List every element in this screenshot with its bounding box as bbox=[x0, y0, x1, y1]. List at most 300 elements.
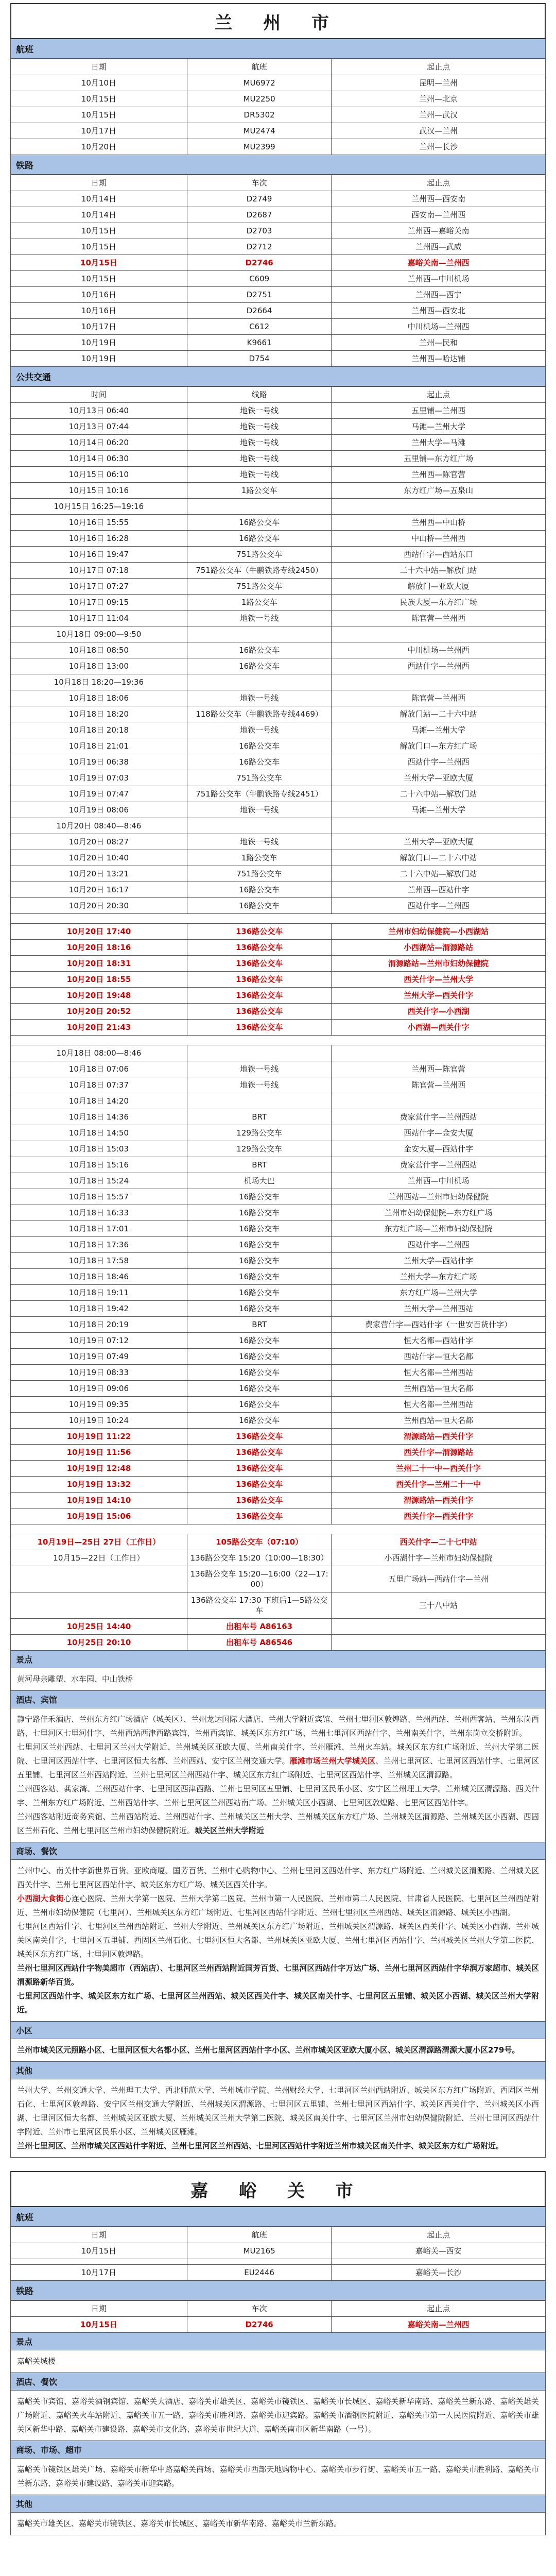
table-cell: 10月16日 15:55 bbox=[11, 515, 187, 531]
table-cell: 陈官营—兰州西 bbox=[332, 690, 546, 706]
table-cell: 兰州大学—马滩 bbox=[332, 435, 546, 451]
hotels-paragraph: 兰州西客站、龚家湾、兰州西站什字、七里河区西津西路、兰州七里河区五里铺、七里河区民乐小区、安宁区兰州理工大学。兰州城关区渭源路、西关什字、兰州东方红广场附近、兰州西站什字、兰州七里河区兰州西站南广场、兰州城关区小西湖、七里河区敦煌路、七里河区西站什字。 bbox=[17, 1784, 539, 1807]
table-row bbox=[11, 107, 546, 123]
table-row bbox=[11, 2243, 546, 2259]
flights-table-jyg bbox=[10, 2227, 546, 2281]
table-cell: D2687 bbox=[187, 207, 332, 223]
table-cell: 兰州大学—东方红广场 bbox=[332, 1269, 546, 1285]
table-row bbox=[11, 1381, 546, 1397]
table-row bbox=[11, 626, 546, 642]
section-head-transit: 公共交通 bbox=[10, 367, 546, 386]
section-head-rail-jyg: 铁路 bbox=[10, 2281, 546, 2300]
table-cell: D2712 bbox=[187, 239, 332, 255]
table-cell: 兰州大学—西关什字 bbox=[332, 988, 546, 1004]
table-cell: 10月15日 16:25—19:16 bbox=[11, 499, 187, 515]
col-header: 起止点 bbox=[332, 2227, 546, 2243]
table-row bbox=[11, 239, 546, 255]
table-cell: 10月19日 12:48 bbox=[11, 1461, 187, 1477]
table-row bbox=[11, 335, 546, 351]
table-cell: 五里铺—东方红广场 bbox=[332, 451, 546, 467]
table-cell: 10月19日 07:03 bbox=[11, 770, 187, 786]
table-cell: 10月15日 bbox=[11, 107, 187, 123]
table-cell: 16路公交车 bbox=[187, 1333, 332, 1349]
table-cell: 西站什字—兰州西 bbox=[332, 898, 546, 914]
table-cell: 10月25日 20:10 bbox=[11, 1635, 187, 1651]
places-paragraph: 七里河区西站什字、七里河区兰州西站附近、兰州大学附近、兰州城关区东方红广场附近、兰州城关区渭源路、城关区西关什字、城关区小西湖、兰州城关区南关什字、七里河区五里铺、西固区兰州石化、七里河区恒大名都、兰州城关区亚欧大厦、兰州七里河区西站什字、兰州城关区兰州大学第二医院、城关区东方红广场、七里河区敦煌路。 bbox=[17, 1922, 539, 1959]
table-cell: 五里广场站—西站什字—兰州 bbox=[332, 1566, 546, 1592]
table-cell: 兰州—北京 bbox=[332, 91, 546, 107]
table-cell: 嘉峪关—长沙 bbox=[332, 2265, 546, 2281]
table-cell: 马滩—兰州大学 bbox=[332, 802, 546, 818]
table-cell: 16路公交车 bbox=[187, 1397, 332, 1413]
table-row bbox=[11, 1109, 546, 1125]
table-row bbox=[11, 1269, 546, 1285]
table-cell: 民族大厦—东方红广场 bbox=[332, 595, 546, 611]
table-cell: 16路公交车 bbox=[187, 898, 332, 914]
table-cell: 兰州西—陈官营 bbox=[332, 1061, 546, 1077]
table-row bbox=[11, 1413, 546, 1429]
table-cell: C609 bbox=[187, 271, 332, 287]
col-header: 日期 bbox=[11, 175, 187, 191]
table-cell: 10月18日 14:36 bbox=[11, 1109, 187, 1125]
table-cell: 136路公交车 15:20—16:00（22—17:00） bbox=[187, 1566, 332, 1592]
table-cell: 渭源路站—西关什字 bbox=[332, 1493, 546, 1509]
table-cell: EU2446 bbox=[187, 2265, 332, 2281]
table-row bbox=[11, 802, 546, 818]
table-cell: 兰州大学—西站什字 bbox=[332, 1253, 546, 1269]
table-cell: 10月20日 bbox=[11, 139, 187, 155]
table-cell: 渭源路站—西关什字 bbox=[332, 1429, 546, 1445]
table-cell: 16路公交车 bbox=[187, 1253, 332, 1269]
table-cell: 10月18日 17:01 bbox=[11, 1221, 187, 1237]
table-row bbox=[11, 1397, 546, 1413]
table-cell: 解放门口—东方红广场 bbox=[332, 738, 546, 754]
table-cell: 中川机场—兰州西 bbox=[332, 642, 546, 658]
table-cell: 10月16日 bbox=[11, 303, 187, 319]
table-cell: 10月15日 10:16 bbox=[11, 483, 187, 499]
table-row bbox=[11, 467, 546, 483]
places-paragraph: 小西湖大食街心连心医院、兰州大学第一医院、兰州大学第二医院、兰州市第一人民医院、兰州市第二人民医院、甘肃省人民医院、七里河区兰州西站附近、兰州市妇幼保健院（七里河）、兰州城关区东方红广场附近、七里河区西站什字附近、兰州七里河区兰州西站、城关区渭源路、城关区小西湖。 bbox=[17, 1894, 539, 1917]
table-cell: 16路公交车 bbox=[187, 754, 332, 770]
hotels-paragraph: 兰州西客站附近商务宾馆、兰州西站附近、兰州西站什字、兰州城关区兰州大学、兰州城关区东方红广场、兰州城关区渭源路、兰州城关区小西湖、西固区兰州石化、兰州七里河区兰州市妇幼保健院附近。城关区兰州大学附近 bbox=[17, 1812, 539, 1835]
table-cell: 751路公交车 bbox=[187, 770, 332, 786]
table-cell: 解放门站—二十六中站 bbox=[332, 706, 546, 722]
table-cell: 10月18日 07:06 bbox=[11, 1061, 187, 1077]
other-bold-tail: 兰州七里河区、兰州市城关区西站什字附近、兰州七里河区兰州西站、七里河区西站什字附近兰州市城关区南关什字、城关区东方红广场附近。 bbox=[17, 2141, 504, 2150]
table-cell: 136路公交车 bbox=[187, 972, 332, 988]
table-row bbox=[11, 1349, 546, 1365]
table-cell: 16路公交车 bbox=[187, 1301, 332, 1317]
table-cell: 嘉峪关南—兰州西 bbox=[332, 2317, 546, 2333]
table-cell: MU6972 bbox=[187, 75, 332, 91]
table-cell: 三十八中站 bbox=[332, 1592, 546, 1619]
table-cell: 渭源路站—兰州市妇幼保健院 bbox=[332, 956, 546, 972]
table-cell: 118路公交车（牛鹏铁路专线4469） bbox=[187, 706, 332, 722]
table-cell: 10月19日 bbox=[11, 335, 187, 351]
table-cell: 东方红广场—兰州大学 bbox=[332, 1285, 546, 1301]
table-cell: 地铁一号线 bbox=[187, 834, 332, 850]
table-row bbox=[11, 898, 546, 914]
table-row bbox=[11, 988, 546, 1004]
table-row bbox=[11, 1477, 546, 1493]
table-cell: 地铁一号线 bbox=[187, 403, 332, 419]
table-cell: 西安南—兰州西 bbox=[332, 207, 546, 223]
table-cell: 136路公交车 bbox=[187, 1509, 332, 1524]
table-cell: 16路公交车 bbox=[187, 1365, 332, 1381]
table-cell: 16路公交车 bbox=[187, 1237, 332, 1253]
table-row bbox=[11, 319, 546, 335]
transit-group2-table bbox=[10, 1045, 546, 1524]
table-cell: 16路公交车 bbox=[187, 642, 332, 658]
table-cell bbox=[187, 818, 332, 834]
table-cell: 136路公交车 bbox=[187, 1493, 332, 1509]
table-cell bbox=[332, 2259, 546, 2265]
col-header: 起止点 bbox=[332, 175, 546, 191]
table-cell bbox=[332, 1093, 546, 1109]
table-cell: 10月18日 17:36 bbox=[11, 1237, 187, 1253]
other-text-jyg: 嘉峪关市雄关区、嘉峪关市镜铁区、嘉峪关市长城区、嘉峪关市新华南路、嘉峪关市兰新东路。 bbox=[10, 2513, 546, 2535]
table-row bbox=[11, 1365, 546, 1381]
table-cell: D2664 bbox=[187, 303, 332, 319]
table-cell: 10月20日 19:48 bbox=[11, 988, 187, 1004]
table-cell bbox=[332, 1635, 546, 1651]
table-cell: 10月18日 19:11 bbox=[11, 1285, 187, 1301]
section-head-places: 商场、餐饮 bbox=[10, 1842, 546, 1860]
table-cell: 兰州—长沙 bbox=[332, 139, 546, 155]
table-cell: 136路公交车 17:30 下班后1—5路公交车 bbox=[187, 1592, 332, 1619]
table-cell: 西关什字—渭源路站 bbox=[332, 1445, 546, 1461]
table-row bbox=[11, 1237, 546, 1253]
table-row bbox=[11, 351, 546, 367]
table-cell: 10月17日 07:18 bbox=[11, 563, 187, 579]
highlight-red: 小西湖大食街 bbox=[17, 1894, 64, 1903]
table-cell: 10月19日 09:06 bbox=[11, 1381, 187, 1397]
table-cell: 10月18日 20:18 bbox=[11, 722, 187, 738]
table-row bbox=[11, 1461, 546, 1477]
table-cell: D2746 bbox=[187, 255, 332, 271]
table-cell: K9661 bbox=[187, 335, 332, 351]
table-row bbox=[11, 866, 546, 882]
table-cell: 10月18日 18:46 bbox=[11, 1269, 187, 1285]
table-cell: 136路公交车 bbox=[187, 1429, 332, 1445]
table-cell: 10月17日 bbox=[11, 2265, 187, 2281]
table-row bbox=[11, 1317, 546, 1333]
table-row bbox=[11, 1189, 546, 1205]
table-cell: 10月18日 09:00—9:50 bbox=[11, 626, 187, 642]
table-row bbox=[11, 642, 546, 658]
table-cell bbox=[332, 1045, 546, 1061]
table-cell: 兰州西—嘉峪关南 bbox=[332, 223, 546, 239]
table-cell bbox=[187, 1045, 332, 1061]
col-header: 起止点 bbox=[332, 387, 546, 403]
places-bold-line: 七里河区西站什字、城关区东方红广场、七里河区兰州西站、城关区西关什字、城关区南关什字、七里河区五里铺、城关区小西湖、城关区兰州大学附近。 bbox=[17, 1991, 539, 2014]
table-cell: D2746 bbox=[187, 2317, 332, 2333]
table-cell: 16路公交车 bbox=[187, 658, 332, 674]
table-cell: 16路公交车 bbox=[187, 515, 332, 531]
section-head-other-jyg: 其他 bbox=[10, 2495, 546, 2513]
table-cell: 小西湖站—渭源路站 bbox=[332, 940, 546, 956]
table-cell: 恒大名都—兰州西站 bbox=[332, 1365, 546, 1381]
table-row bbox=[11, 972, 546, 988]
table-row bbox=[11, 1045, 546, 1061]
table-cell: 136路公交车 bbox=[187, 1461, 332, 1477]
spacer bbox=[10, 1036, 546, 1045]
table-cell: 10月19日 14:10 bbox=[11, 1493, 187, 1509]
table-row bbox=[11, 499, 546, 515]
table-cell: 105路公交车（07:10） bbox=[187, 1534, 332, 1550]
table-cell: 10月17日 09:15 bbox=[11, 595, 187, 611]
table-cell: 东方红广场—兰州市妇幼保健院 bbox=[332, 1221, 546, 1237]
table-cell: 兰州二十一中—西关什字 bbox=[332, 1461, 546, 1477]
table-cell: 10月18日 18:06 bbox=[11, 690, 187, 706]
col-header: 航班 bbox=[187, 2227, 332, 2243]
col-header: 车次 bbox=[187, 2301, 332, 2317]
hotels-text-jyg: 嘉峪关市宾馆、嘉峪关酒钢宾馆、嘉峪关大酒店、嘉峪关市雄关区、嘉峪关市镜铁区、嘉峪关市长城区、嘉峪关新华南路、嘉峪关兰新东路、嘉峪关雄关广场附近、嘉峪关火车站附近、嘉峪关市五一路、嘉峪关市胜利路、嘉峪关市迎宾路。嘉峪关市酒钢医院附近、嘉峪关市第一人民医院附近、嘉峪关市雄关区新华中路、嘉峪关市建设路、嘉峪关市文化路、嘉峪关市世纪大道、嘉峪关南市区新华南路（一号）。 bbox=[10, 2391, 546, 2441]
table-cell: 西站什字—西站东口 bbox=[332, 547, 546, 563]
hotels-paragraph: 静宁路佳禾酒店、兰州东方红广场酒店（城关区）、兰州龙达国际大酒店、兰州大学附近宾馆、兰州七里河区敦煌路、兰州西站、兰州西客站、兰州东岗西路、七里河区七里河什字、兰州西站西津西路宾馆、兰州西宾馆、城关区东方红广场、兰州七里河区西站什字、兰州南关什字、兰州东岗立交桥附近。 bbox=[17, 1715, 539, 1738]
table-cell: 10月20日 08:40—8:46 bbox=[11, 818, 187, 834]
table-cell: 西关什字—兰州二十一中 bbox=[332, 1477, 546, 1493]
table-cell: 马滩—兰州大学 bbox=[332, 722, 546, 738]
table-row bbox=[11, 706, 546, 722]
col-header: 起止点 bbox=[332, 2301, 546, 2317]
table-row bbox=[11, 139, 546, 155]
table-cell: 10月20日 18:55 bbox=[11, 972, 187, 988]
section-head-flights: 航班 bbox=[10, 39, 546, 59]
table-cell bbox=[187, 499, 332, 515]
table-row bbox=[11, 419, 546, 435]
table-cell: 兰州西—西宁 bbox=[332, 287, 546, 303]
table-cell: 兰州西—中川机场 bbox=[332, 271, 546, 287]
table-cell: 兰州大学—亚欧大厦 bbox=[332, 770, 546, 786]
table-cell: 10月15日 06:10 bbox=[11, 467, 187, 483]
table-row bbox=[11, 1509, 546, 1524]
table-row bbox=[11, 1253, 546, 1269]
table-cell: 中山桥—兰州西 bbox=[332, 531, 546, 547]
table-cell: 10月19日 15:06 bbox=[11, 1509, 187, 1524]
table-cell: 西关什字—兰州大学 bbox=[332, 972, 546, 988]
table-cell: 10月18日 21:01 bbox=[11, 738, 187, 754]
table-cell: 10月19日 07:49 bbox=[11, 1349, 187, 1365]
table-cell bbox=[11, 1566, 187, 1592]
table-row bbox=[11, 1173, 546, 1189]
table-cell: 费家营什字—西站什字（一世安百货什字） bbox=[332, 1317, 546, 1333]
table-cell: 10月25日 14:40 bbox=[11, 1619, 187, 1635]
table-cell: 小西湖—西关什字 bbox=[332, 1020, 546, 1036]
table-cell: 10月20日 13:21 bbox=[11, 866, 187, 882]
table-cell: 兰州西—西安南 bbox=[332, 191, 546, 207]
table-cell: 地铁一号线 bbox=[187, 1061, 332, 1077]
table-row bbox=[11, 690, 546, 706]
table-row bbox=[11, 924, 546, 940]
table-row bbox=[11, 611, 546, 626]
table-cell: 地铁一号线 bbox=[187, 419, 332, 435]
hotels-paragraph: 七里河区兰州西站、七里河区兰州大学附近、兰州城关区亚欧大厦、兰州南关什字、兰州雁滩、兰州火车站。城关区东方红广场附近、兰州大学第二医院、七里河区西站什字、七里河区恒大名都、兰州西站、安宁区兰州交通大学。雁滩市场兰州大学城关区、兰州七里河区、七里河区西站什字、七里河区五里铺、七里河区兰州西站附近、兰州七里河区兰州西站什字、城关区东方红广场附近、七里河区西站什字、兰州城关区渭源路。 bbox=[17, 1742, 539, 1780]
table-cell: 兰州西—哈达铺 bbox=[332, 351, 546, 367]
table-cell bbox=[332, 674, 546, 690]
table-cell: DR5302 bbox=[187, 107, 332, 123]
table-cell: 136路公交车 bbox=[187, 940, 332, 956]
table-cell: 16路公交车 bbox=[187, 1269, 332, 1285]
table-row bbox=[11, 1157, 546, 1173]
table-cell: BRT bbox=[187, 1317, 332, 1333]
city-title-lanzhou: 兰 州 市 bbox=[10, 3, 546, 39]
table-row bbox=[11, 738, 546, 754]
table-row bbox=[11, 1333, 546, 1349]
table-cell: 10月18日 17:58 bbox=[11, 1253, 187, 1269]
table-cell: 10月16日 16:28 bbox=[11, 531, 187, 547]
table-cell: D754 bbox=[187, 351, 332, 367]
table-cell: 地铁一号线 bbox=[187, 1077, 332, 1093]
table-row bbox=[11, 1592, 546, 1619]
flights-table bbox=[10, 59, 546, 155]
table-cell: 10月15—22日（工作日） bbox=[11, 1550, 187, 1566]
table-cell: 16路公交车 bbox=[187, 1221, 332, 1237]
table-cell bbox=[11, 2259, 187, 2265]
col-header: 日期 bbox=[11, 2227, 187, 2243]
table-cell: 10月15日 bbox=[11, 2317, 187, 2333]
table-cell bbox=[187, 674, 332, 690]
table-row bbox=[11, 223, 546, 239]
section-head-hotels-jyg: 酒店、餐饮 bbox=[10, 2373, 546, 2391]
table-cell: 地铁一号线 bbox=[187, 611, 332, 626]
table-row bbox=[11, 956, 546, 972]
table-row bbox=[11, 754, 546, 770]
table-cell: 东方红广场—五泉山 bbox=[332, 483, 546, 499]
table-cell: 136路公交车 bbox=[187, 1004, 332, 1020]
table-row bbox=[11, 1550, 546, 1566]
table-cell: 地铁一号线 bbox=[187, 722, 332, 738]
table-cell: 10月15日 bbox=[11, 223, 187, 239]
table-cell: 10月20日 20:30 bbox=[11, 898, 187, 914]
table-cell: 10月18日 16:33 bbox=[11, 1205, 187, 1221]
table-row bbox=[11, 1093, 546, 1109]
table-cell: 10月19日 07:47 bbox=[11, 786, 187, 802]
table-row bbox=[11, 1205, 546, 1221]
table-cell: 10月18日 18:20 bbox=[11, 706, 187, 722]
rail-table bbox=[10, 175, 546, 367]
table-cell: 751路公交车 bbox=[187, 547, 332, 563]
table-cell: D2751 bbox=[187, 287, 332, 303]
table-cell: 16路公交车 bbox=[187, 1205, 332, 1221]
table-cell: 机场大巴 bbox=[187, 1173, 332, 1189]
table-row bbox=[11, 658, 546, 674]
table-row bbox=[11, 191, 546, 207]
table-cell: 10月15日 bbox=[11, 255, 187, 271]
table-cell: 10月18日 20:19 bbox=[11, 1317, 187, 1333]
city-title-jiayuguan: 嘉 峪 关 市 bbox=[10, 2171, 546, 2207]
table-cell: 费家营什字—兰州西站 bbox=[332, 1157, 546, 1173]
table-cell: 10月14日 06:30 bbox=[11, 451, 187, 467]
table-row bbox=[11, 2265, 546, 2281]
table-cell: 兰州西—西安北 bbox=[332, 303, 546, 319]
table-cell: 10月18日 08:50 bbox=[11, 642, 187, 658]
table-cell: 10月20日 17:40 bbox=[11, 924, 187, 940]
table-cell: 136路公交车 bbox=[187, 1477, 332, 1493]
table-row bbox=[11, 940, 546, 956]
table-cell: 兰州西站—恒大名都 bbox=[332, 1413, 546, 1429]
table-cell bbox=[11, 1592, 187, 1619]
table-cell: 西关什字—二十七中站 bbox=[332, 1534, 546, 1550]
table-cell bbox=[332, 1619, 546, 1635]
table-cell: 10月17日 11:04 bbox=[11, 611, 187, 626]
table-cell: 兰州西站—兰州市妇幼保健院 bbox=[332, 1189, 546, 1205]
table-row bbox=[11, 515, 546, 531]
table-cell: 751路公交车（牛鹏铁路专线2451） bbox=[187, 786, 332, 802]
table-cell: 西站什字—兰州西 bbox=[332, 754, 546, 770]
places-paragraph: 兰州中心、南关什字新世界百货、亚欧商厦、国芳百货、兰州中心购物中心、兰州七里河区西站什字、东方红广场附近、兰州城关区渭源路、兰州城关区西关什字、兰州七里河区西站什字、城关区东方红广场、城关区西关什字。 bbox=[17, 1866, 539, 1889]
table-row bbox=[11, 207, 546, 223]
table-cell: 恒大名都—兰州西站 bbox=[332, 1397, 546, 1413]
section-head-community: 小区 bbox=[10, 2022, 546, 2039]
table-cell: 10月18日 18:20—19:36 bbox=[11, 674, 187, 690]
table-cell: D2703 bbox=[187, 223, 332, 239]
table-cell: 兰州大学—兰州西站 bbox=[332, 1301, 546, 1317]
table-row bbox=[11, 435, 546, 451]
table-cell: 10月19日 08:33 bbox=[11, 1365, 187, 1381]
table-cell: 16路公交车 bbox=[187, 882, 332, 898]
table-cell: 16路公交车 bbox=[187, 1285, 332, 1301]
table-cell: 嘉峪关—西安 bbox=[332, 2243, 546, 2259]
table-cell: 嘉峪关南—兰州西 bbox=[332, 255, 546, 271]
table-row bbox=[11, 1285, 546, 1301]
section-head-points: 景点 bbox=[10, 1651, 546, 1668]
table-cell: 10月10日 bbox=[11, 75, 187, 91]
table-cell: 136路公交车 bbox=[187, 1020, 332, 1036]
table-cell: 10月18日 07:37 bbox=[11, 1077, 187, 1093]
table-cell: 费家营什字—兰州西站 bbox=[332, 1109, 546, 1125]
table-cell: 1路公交车 bbox=[187, 595, 332, 611]
table-cell: 129路公交车 bbox=[187, 1125, 332, 1141]
table-cell: 10月18日 13:00 bbox=[11, 658, 187, 674]
table-cell: 兰州西—中川机场 bbox=[332, 1173, 546, 1189]
col-header: 航班 bbox=[187, 59, 332, 75]
table-row bbox=[11, 1301, 546, 1317]
table-row bbox=[11, 1635, 546, 1651]
rail-table-jyg bbox=[10, 2300, 546, 2333]
section-head-other: 其他 bbox=[10, 2062, 546, 2079]
col-header: 线路 bbox=[187, 387, 332, 403]
table-cell: 10月13日 06:40 bbox=[11, 403, 187, 419]
table-cell: BRT bbox=[187, 1157, 332, 1173]
table-cell: 10月15日 bbox=[11, 271, 187, 287]
table-cell: 10月19日 09:35 bbox=[11, 1397, 187, 1413]
places-text bbox=[10, 1860, 546, 2022]
table-cell: BRT bbox=[187, 1109, 332, 1125]
table-row bbox=[11, 1429, 546, 1445]
document-page bbox=[10, 3, 546, 2556]
table-cell: 10月18日 15:03 bbox=[11, 1141, 187, 1157]
table-cell bbox=[187, 626, 332, 642]
table-cell: 出租车号 A86163 bbox=[187, 1619, 332, 1635]
table-row bbox=[11, 786, 546, 802]
table-cell: 地铁一号线 bbox=[187, 435, 332, 451]
table-cell: MU2250 bbox=[187, 91, 332, 107]
table-cell: 武汉—兰州 bbox=[332, 123, 546, 139]
col-header: 时间 bbox=[11, 387, 187, 403]
table-cell: 兰州大学—亚欧大厦 bbox=[332, 834, 546, 850]
table-row bbox=[11, 403, 546, 419]
table-cell: 地铁一号线 bbox=[187, 467, 332, 483]
table-cell: 兰州—民和 bbox=[332, 335, 546, 351]
points-text-jyg: 嘉峪关城楼 bbox=[10, 2350, 546, 2373]
table-cell: 10月20日 21:43 bbox=[11, 1020, 187, 1036]
table-cell: 二十六中站—解放门站 bbox=[332, 786, 546, 802]
table-row bbox=[11, 1020, 546, 1036]
table-cell: 出租车号 A86546 bbox=[187, 1635, 332, 1651]
table-cell: 10月17日 bbox=[11, 123, 187, 139]
col-header: 车次 bbox=[187, 175, 332, 191]
